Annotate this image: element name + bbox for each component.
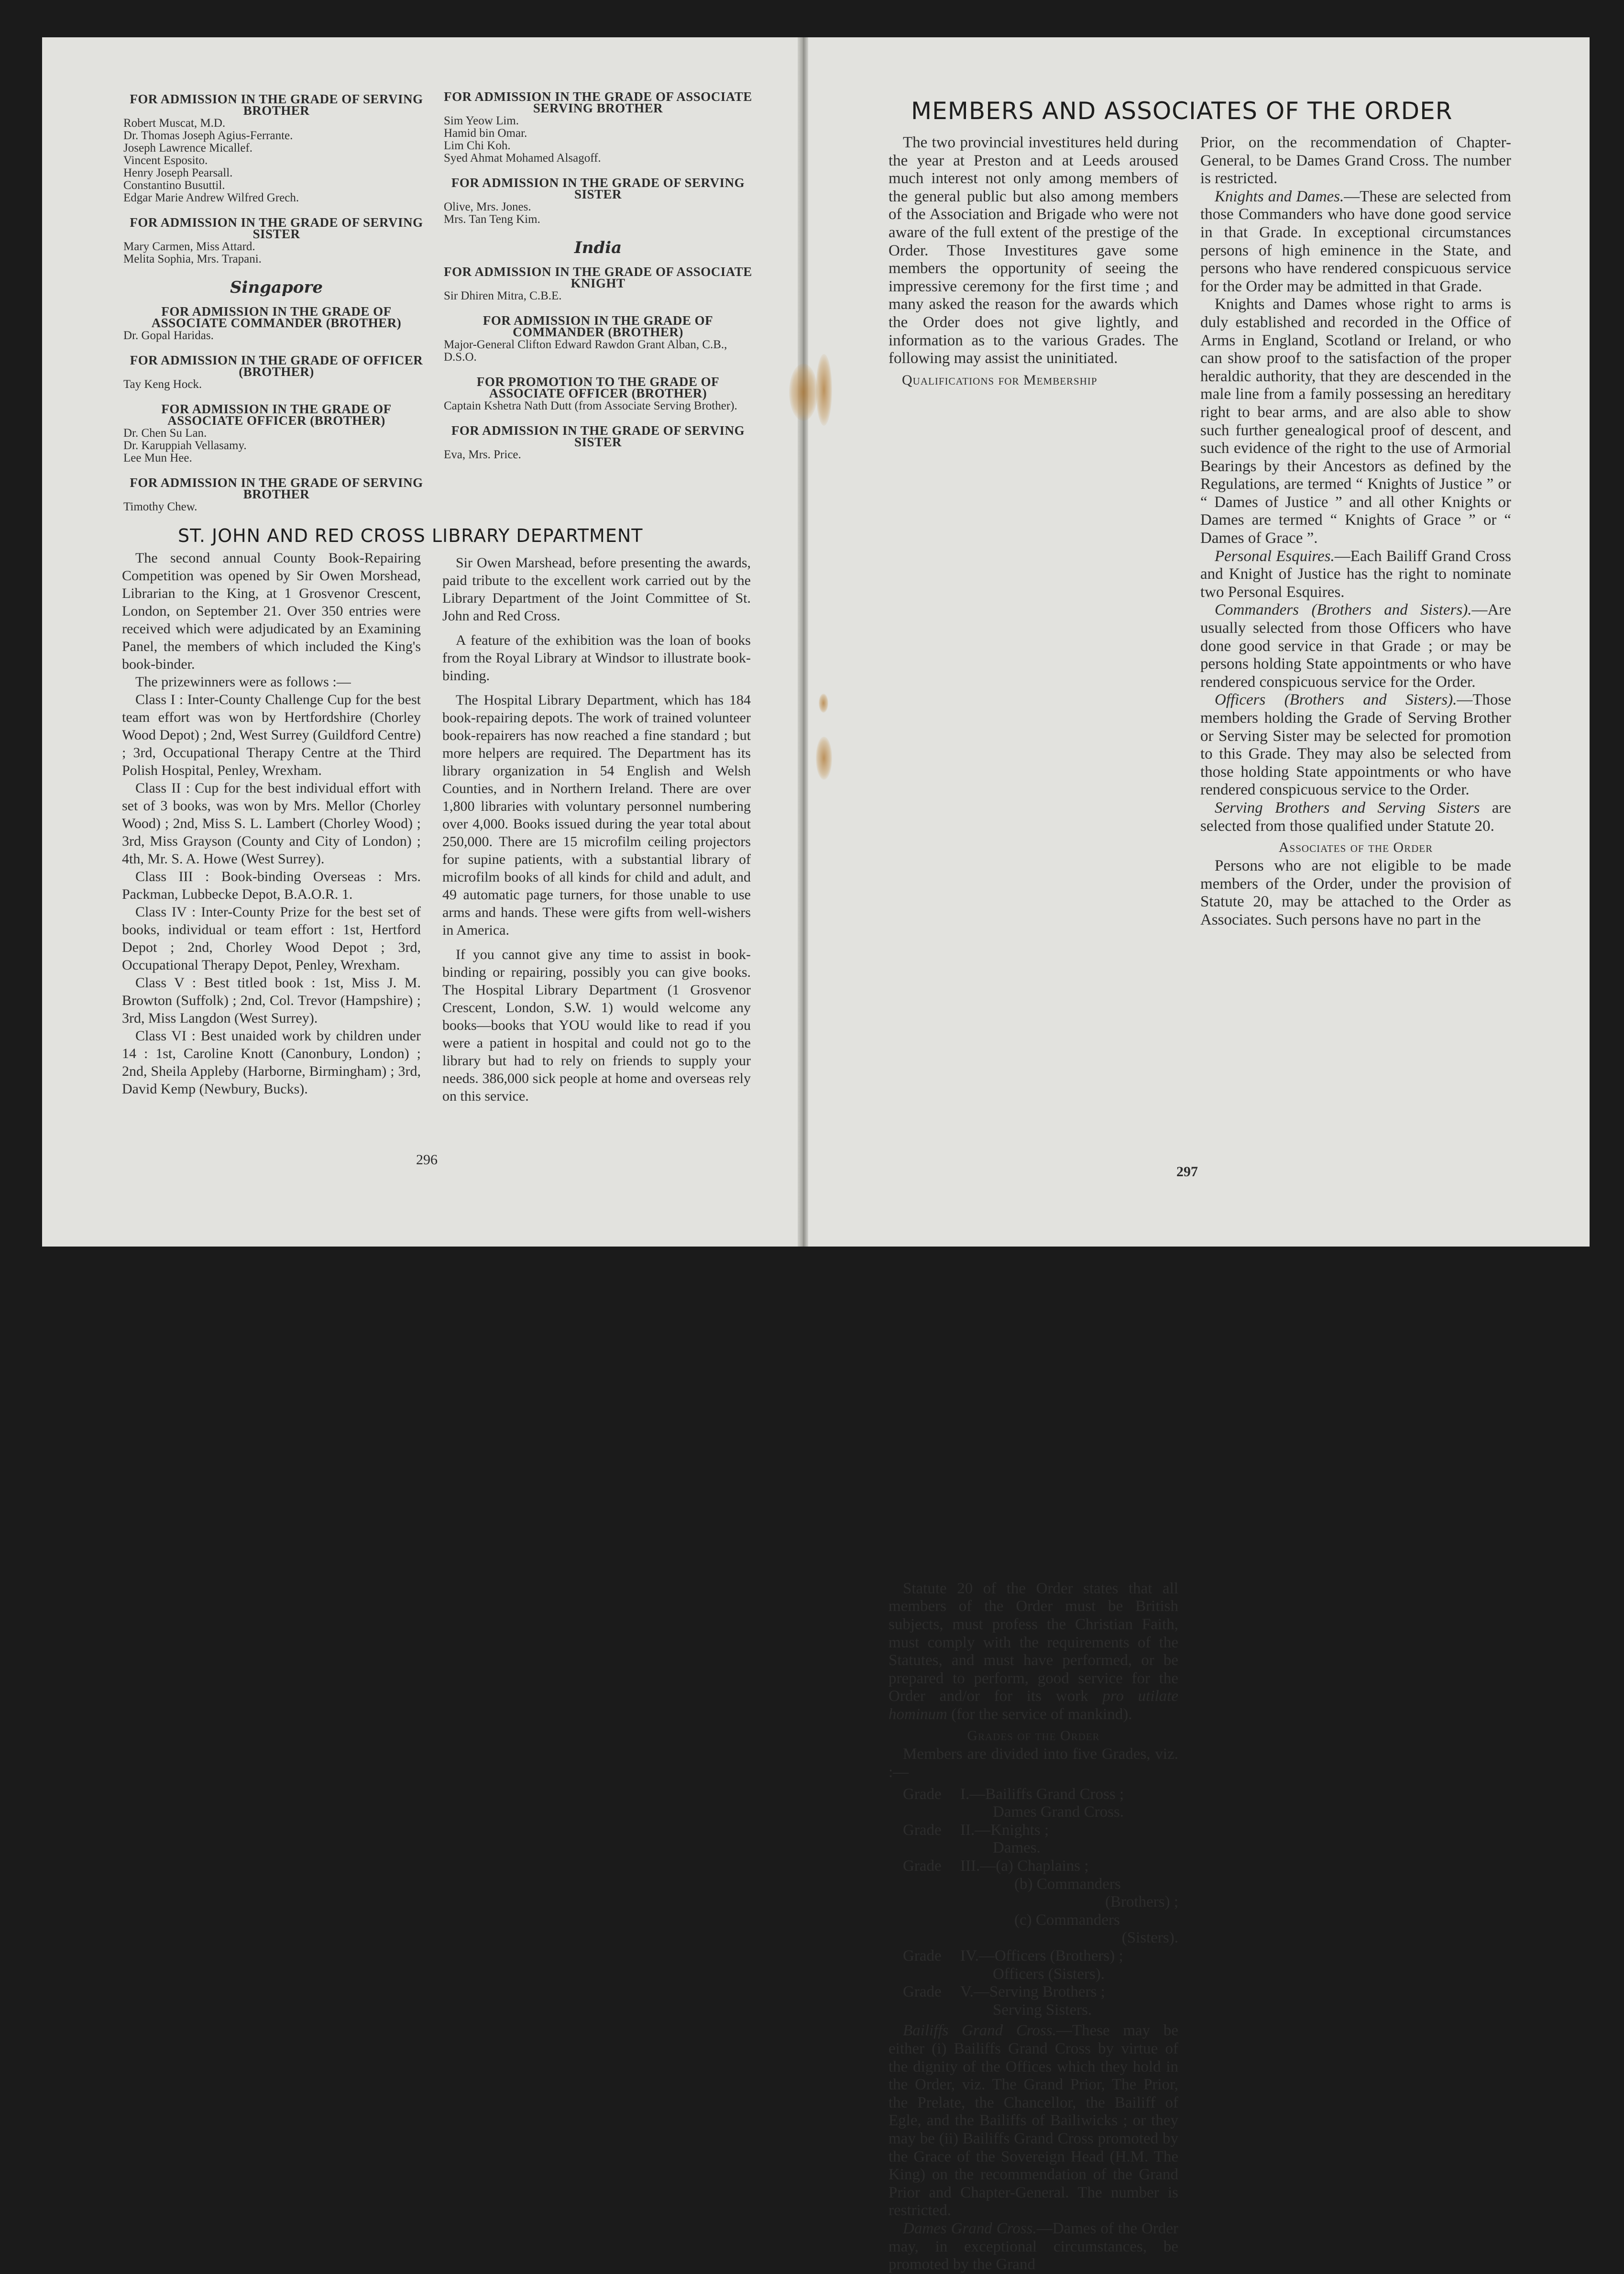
knights-paragraph: Knights and Dames.—These are selected from those Commanders who have done good service in that Grade. In exceptional circumstances persons of high eminence in the State, and persons who have rendered conspicuous service for the Order may be admitted in that Grade. (1200, 188, 1512, 295)
grade-heading: FOR ADMISSION IN THE GRADE OF SERVING SISTER (451, 176, 745, 201)
section-heading-india: India (574, 238, 622, 257)
member-name: Sir Dhiren Mitra, C.B.E. (444, 289, 562, 302)
member-name: Lim Chi Koh. (444, 139, 511, 152)
knights-justice-paragraph: Knights and Dames whose right to arms is duly established and recorded in the Office of Arms in England, Scotland or Ireland, or who can show proof to the satisfaction of the proper heraldic authority, that they are descended in the male line from a family possessing an hereditary right to bear arms, and are also able to show such further genealogical proof of descent, and such evidence of the right to the use of Armorial Bearings by their Ancestors as defined by the Regulations, are termed “ Knights of Justice ” or “ Dames of Justice ” and all other Knights or Dames are termed “ Knights of Grace ” or “ Dames of Grace ”. (1200, 296, 1511, 547)
article-paragraph: Class IV : Inter-County Prize for the best set of books, individual or team effort : 1st, Hertford Depot ; 2nd, Chorley Wood Depot ; 3rd, Occupational Therapy Depot, Penley, Wrexham. (122, 904, 421, 973)
bailiffs-label: Bailiffs Grand Cross. (903, 2022, 1056, 2040)
grades-heading: Grades of the Order (967, 1728, 1100, 1744)
grade-heading: FOR ADMISSION IN THE GRADE OF SERVING BROTHER (130, 92, 423, 118)
appointment-block (123, 477, 429, 513)
member-name: Vincent Esposito. (123, 154, 208, 167)
member-name: Robert Muscat, M.D. (123, 117, 226, 130)
article-paragraph: A feature of the exhibition was the loan of books from the Royal Library at Windsor to illustrate book-binding. (442, 632, 751, 684)
library-column-left (122, 549, 421, 1098)
grade-heading: FOR ADMISSION IN THE GRADE OF SERVING SISTER (130, 215, 423, 241)
grade-line: (Sisters). (1121, 1929, 1178, 1947)
member-name: Dr. Karuppiah Vellasamy. (123, 439, 247, 452)
stain-mark (819, 694, 828, 713)
book-gutter (798, 37, 808, 1247)
grade-line: Grade IV.—Officers (Brothers) ; (903, 1947, 1123, 1965)
member-name: Dr. Chen Su Lan. (123, 427, 207, 440)
esquires-paragraph: Personal Esquires.—Each Bailiff Grand Cross and Knight of Justice has the right to nominate two Personal Esquires. (1200, 547, 1512, 601)
page-title: MEMBERS AND ASSOCIATES OF THE ORDER (911, 97, 1453, 125)
member-name: Constantino Busuttil. (123, 179, 225, 192)
member-name: Olive, Mrs. Jones. (444, 200, 531, 213)
commanders-label: Commanders (Brothers and Sisters). (1215, 601, 1472, 619)
grade-heading: FOR PROMOTION TO THE GRADE OF ASSOCIATE OFFICER (BROTHER) (476, 375, 720, 400)
associates-paragraph: Persons who are not eligible to be made members of the Order, under the provision of Statute 20, may be attached to the Order as Associates. Such persons have no part in the (1200, 857, 1511, 928)
library-column-right (442, 554, 751, 1105)
member-name: Edgar Marie Andrew Wilfred Grech. (123, 191, 299, 204)
member-name: Mary Carmen, Miss Attard. (123, 240, 255, 253)
knights-label: Knights and Dames. (1215, 188, 1344, 205)
grade-heading: FOR ADMISSION IN THE GRADE OF ASSOCIATE KNIGHT (444, 265, 752, 290)
library-section-title: ST. JOHN AND RED CROSS LIBRARY DEPARTMENT (178, 525, 643, 546)
member-name: Captain Kshetra Nath Dutt (from Associate Serving Brother). (444, 399, 737, 412)
member-name: Henry Joseph Pearsall. (123, 166, 233, 179)
grade-heading: FOR ADMISSION IN THE GRADE OF ASSOCIATE SERVING BROTHER (444, 89, 752, 115)
commanders-paragraph: Commanders (Brothers and Sisters).—Are usually selected from those Officers who have done good service in that Grade ; or may be persons holding State appointments or who have rendered conspicuous service for the Order. (1200, 601, 1511, 691)
appointment-block (444, 91, 752, 165)
dames-paragraph: Dames Grand Cross.—Dames of the Order may, in exceptional circumstances, be promoted by the Grand (889, 2219, 1179, 2274)
appointment-block (123, 354, 429, 391)
member-name: Dr. Gopal Haridas. (123, 329, 214, 342)
grade-heading: FOR ADMISSION IN THE GRADE OF SERVING BROTHER (130, 475, 423, 501)
esquires-label: Personal Esquires. (1215, 547, 1335, 565)
member-name: Eva, Mrs. Price. (444, 448, 521, 461)
grade-line: (b) Commanders (1014, 1875, 1121, 1893)
member-name: Syed Ahmat Mohamed Alsagoff. (444, 152, 601, 165)
serving-label: Serving Brothers and Serving Sisters (1215, 799, 1480, 817)
stain-mark (816, 354, 832, 426)
article-paragraph: Class III : Book-binding Overseas : Mrs. Packman, Lubbecke Depot, B.A.O.R. 1. (122, 869, 421, 902)
grade-line: (Brothers) ; (1105, 1893, 1178, 1911)
qualifications-paragraph (889, 1580, 1178, 1724)
grade-line: Dames. (993, 1839, 1041, 1857)
article-paragraph: Class II : Cup for the best individual effort with set of 3 books, was won by Mrs. Mellor (Chorley Wood) ; 2nd, Miss S. L. Lambert (Chorley Wood) ; 3rd, Miss Grayson (County and City of London) ; 4th, Mr. S. A. Howe (West Surrey). (122, 780, 421, 867)
appointment-block (123, 403, 429, 464)
member-name: Dr. Thomas Joseph Agius-Ferrante. (123, 129, 293, 142)
appointment-block (123, 306, 429, 342)
member-name: Sim Yeow Lim. (444, 114, 519, 127)
qualifications-text: Statute 20 of the Order states that all members of the Order must be British subjects, must profess the Christian Faith, must comply with the requirements of the Statutes, and must have performed, or be prepared to perform, good service for the Order and/or for its work (889, 1579, 1178, 1705)
qualifications-text-end: (for the service of mankind). (947, 1705, 1132, 1723)
intro-paragraph: The two provincial investitures held during the year at Preston and at Leeds aroused much interest not only among members of the general public but also among members of the Association and Brigade who were not aware of the full extent of the prestige of the Order. Those Investitures gave some members the opportunity of seeing the impressive ceremony for the first time ; and many asked the reason for the awards which the Order does not give lightly, and information as to the various Grades. The following may assist the uninitiated. (889, 134, 1178, 367)
article-paragraph: The second annual County Book-Repairing Competition was opened by Sir Owen Morshead, Librarian to the King, at 1 Grosvenor Crescent, London, on September 21. Over 350 entries were received which were adjudicated by an Examining Panel, the members of which included the King's book-binder. (122, 550, 421, 672)
page-number: 296 (416, 1152, 438, 1168)
member-name: Lee Mun Hee. (123, 452, 192, 464)
grades-intro: Members are divided into five Grades, viz. :— (889, 1745, 1178, 1781)
grade-line: Officers (Sisters). (993, 1965, 1105, 1983)
appointment-block (444, 315, 752, 364)
officers-paragraph: Officers (Brothers and Sisters).—Those members holding the Grade of Serving Brother or Serving Sister may be selected for promotion to this Grade. They may also be selected from those holding State appointments or who have rendered conspicuous service to the Order. (1200, 691, 1511, 799)
qualifications-heading: Qualifications for Membership (902, 372, 1097, 388)
serving-paragraph: Serving Brothers and Serving Sisters are selected from those qualified under Statute 20. (1200, 799, 1511, 835)
grade-heading: FOR ADMISSION IN THE GRADE OF OFFICER (BROTHER) (130, 353, 423, 379)
continued-paragraph: Prior, on the recommendation of Chapter-General, to be Dames Grand Cross. The number is restricted. (1200, 134, 1511, 188)
article-paragraph: If you cannot give any time to assist in book-binding or repairing, possibly you can give books. The Hospital Library Department (1 Grosvenor Crescent, London, S.W. 1) would welcome any books—books that YOU would like to read if you were a patient in hospital and could not go to the library but had to rely on friends to supply your needs. 386,000 sick people at home and overseas rely on this service. (442, 947, 751, 1104)
grade-line: (c) Commanders (1014, 1911, 1120, 1929)
article-paragraph: Class V : Best titled book : 1st, Miss J. M. Browton (Suffolk) ; 2nd, Col. Trevor (Hampshire) ; 3rd, Miss Langdon (West Surrey). (122, 975, 421, 1026)
grade-line: Grade II.—Knights ; (903, 1821, 1049, 1839)
grade-line: Grade III.—(a) Chaplains ; (903, 1857, 1089, 1875)
appointments-column-left (123, 93, 429, 526)
section-heading-singapore: Singapore (230, 278, 323, 297)
appointment-block (444, 425, 752, 461)
dames-label: Dames Grand Cross. (903, 2219, 1037, 2237)
grade-line: Grade I.—Bailiffs Grand Cross ; (903, 1785, 1124, 1803)
text-column-left (889, 134, 1178, 2274)
appointment-block (123, 217, 429, 265)
member-name: Major-General Clifton Edward Rawdon Grant Alban, C.B., D.S.O. (444, 338, 727, 364)
article-paragraph: The Hospital Library Department, which has 184 book-repairing depots. The work of trained volunteer book-repairers has now reached a fine standard ; but more helpers are required. The Department has its library organization in 54 English and Welsh Counties, and in Northern Ireland. There are over 1,800 libraries with voluntary personnel numbering over 4,000. Books issued during the year total about 250,000. There are 15 microfilm ceiling projectors for supine patients, with a substantial library of microfilm books of all kinds for child and adult, and 49 automatic page turners, for those unable to use arms and hands. These were gifts from well-wishers in America. (442, 692, 751, 938)
text-column-right (1200, 134, 1511, 929)
article-paragraph: Class VI : Best unaided work by children under 14 : 1st, Caroline Knott (Canonbury, London) ; 2nd, Sheila Appleby (Harborne, Birmingham) ; 3rd, David Kemp (Newbury, Bucks). (122, 1028, 421, 1097)
grade-heading: FOR ADMISSION IN THE GRADE OF ASSOCIATE COMMANDER (BROTHER) (151, 304, 402, 330)
appointment-block (444, 266, 752, 302)
member-name: Melita Sophia, Mrs. Trapani. (123, 253, 262, 265)
stain-mark (816, 737, 832, 780)
appointment-block (444, 376, 752, 412)
article-paragraph: The prizewinners were as follows :— (135, 674, 351, 690)
associates-heading: Associates of the Order (1278, 839, 1433, 856)
appointments-column-right (444, 91, 752, 474)
bailiffs-paragraph: Bailiffs Grand Cross.—These may be either (i) Bailiffs Grand Cross by virtue of the dignity of the Offices which they hold in the Order, viz. The Grand Prior, The Prior, the Prelate, the Chancellor, the Bailiff of Egle, and the Bailiffs of Bailiwicks ; or they may be (ii) Bailiffs Grand Cross promoted by the Grace of the Sovereign Head (H.M. The King) on the recommendation of the Grand Prior and Chapter-General. The number is restricted. (889, 2022, 1178, 2219)
officers-label: Officers (Brothers and Sisters). (1215, 691, 1457, 709)
member-name: Joseph Lawrence Micallef. (123, 142, 253, 155)
article-paragraph: Class I : Inter-County Challenge Cup for the best team effort was won by Hertfordshire (Chorley Wood Depot) ; 2nd, West Surrey (Guildford Centre) ; 3rd, Occupational Therapy Centre at the Third Polish Hospital, Penley, Wrexham. (122, 692, 421, 778)
grade-line: Serving Sisters. (993, 2001, 1092, 2019)
member-name: Tay Keng Hock. (123, 378, 202, 391)
stain-mark (789, 364, 818, 421)
grade-line: Dames Grand Cross. (993, 1803, 1124, 1821)
member-name: Hamid bin Omar. (444, 127, 527, 140)
grade-heading: FOR ADMISSION IN THE GRADE OF ASSOCIATE OFFICER (BROTHER) (161, 402, 392, 428)
article-paragraph: Sir Owen Marshead, before presenting the awards, paid tribute to the excellent work carried out by the Library Department of the Joint Committee of St. John and Red Cross. (442, 555, 751, 624)
grades-list (889, 1786, 1178, 2020)
appointment-block (444, 177, 752, 226)
grade-heading: FOR ADMISSION IN THE GRADE OF SERVING SISTER (451, 423, 745, 449)
grade-line: Grade V.—Serving Brothers ; (903, 1983, 1105, 2001)
page-number: 297 (1176, 1164, 1198, 1180)
member-name: Timothy Chew. (123, 500, 198, 513)
latin-phrase: pro utilate hominum (889, 1688, 1178, 1723)
member-name: Mrs. Tan Teng Kim. (444, 213, 540, 226)
grade-heading: FOR ADMISSION IN THE GRADE OF COMMANDER (BROTHER) (483, 313, 713, 339)
appointment-block (123, 93, 429, 204)
